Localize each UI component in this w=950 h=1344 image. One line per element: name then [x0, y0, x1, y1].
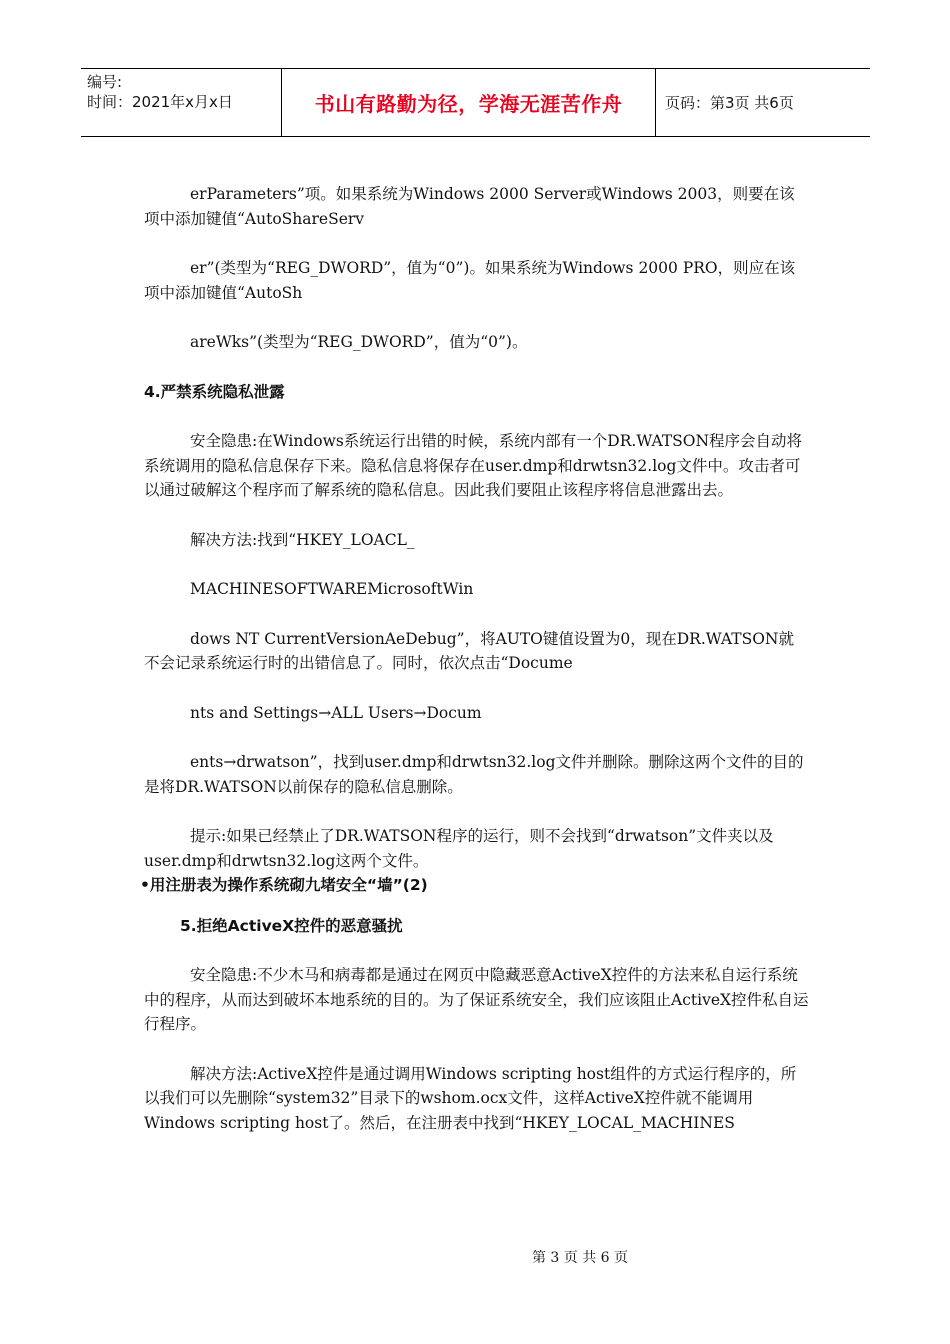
- body-paragraph: 安全隐患:在Windows系统运行出错的时候，系统内部有一个DR.WATSON程序会自动将系统调用的隐私信息保存下来。隐私信息将保存在user.dmp和drwtsn32.log文件中。攻击者可以通过破解这个程序而了解系统的隐私信息。因此我们要阻止该程序将信息泄露出去。: [144, 432, 803, 499]
- body-paragraph: MACHINESOFTWAREMicrosoftWin: [190, 580, 474, 598]
- body-paragraph: dows NT CurrentVersionAeDebug”，将AUTO键值设置为0，现在DR.WATSON就不会记录系统运行时的出错信息了。同时，依次点击“Docume: [144, 629, 794, 672]
- body-paragraph: erParameters”项。如果系统为Windows 2000 Server或Windows 2003，则要在该项中添加键值“AutoShareServ: [144, 185, 795, 228]
- page-header: [81, 68, 870, 137]
- doc-time-label: 时间：2021年x月x日: [87, 93, 233, 111]
- body-paragraph: areWks”(类型为“REG_DWORD”，值为“0”)。: [190, 333, 528, 351]
- section-heading: 4.严禁系统隐私泄露: [144, 382, 285, 401]
- body-paragraph: ents→drwatson”，找到user.dmp和drwtsn32.log文件并删除。删除这两个文件的目的是将DR.WATSON以前保存的隐私信息删除。: [144, 753, 804, 796]
- header-meta-cell: [81, 69, 282, 136]
- body-paragraph: 安全隐患:不少木马和病毒都是通过在网页中隐藏恶意ActiveX控件的方法来私自运行系统中的程序，从而达到破坏本地系统的目的。为了保证系统安全，我们应该阻止ActiveX控件私自运行程序。: [144, 966, 809, 1033]
- header-motto: 书山有路勤为径，学海无涯苦作舟: [282, 69, 656, 136]
- body-paragraph: nts and Settings→ALL Users→Docum: [190, 703, 482, 722]
- section-heading: 5.拒绝ActiveX控件的恶意骚扰: [180, 916, 403, 935]
- page-footer: 第 3 页 共 6 页: [531, 1250, 629, 1266]
- body-paragraph: er”(类型为“REG_DWORD”，值为“0”)。如果系统为Windows 2000 PRO，则应在该项中添加键值“AutoSh: [144, 259, 796, 302]
- body-paragraph: 解决方法:ActiveX控件是通过调用Windows scripting host组件的方式运行程序的，所以我们可以先删除“system32”目录下的wshom.ocx文件，这样ActiveX控件就不能调用Windows scripting host了。然后，在注册表中找到“HKEY_LOCAL_MACHINES: [144, 1064, 797, 1132]
- header-page-info: 页码：第3页 共6页: [665, 94, 794, 112]
- document-body: [140, 182, 809, 1135]
- section-heading: •用注册表为操作系统砌九堵安全“墙”(2): [140, 876, 428, 894]
- body-paragraph: 提示:如果已经禁止了DR.WATSON程序的运行，则不会找到“drwatson”文件夹以及user.dmp和drwtsn32.log这两个文件。: [144, 827, 774, 870]
- doc-number-label: 编号:: [87, 73, 123, 91]
- body-paragraph: 解决方法:找到“HKEY_LOACL_: [190, 530, 415, 549]
